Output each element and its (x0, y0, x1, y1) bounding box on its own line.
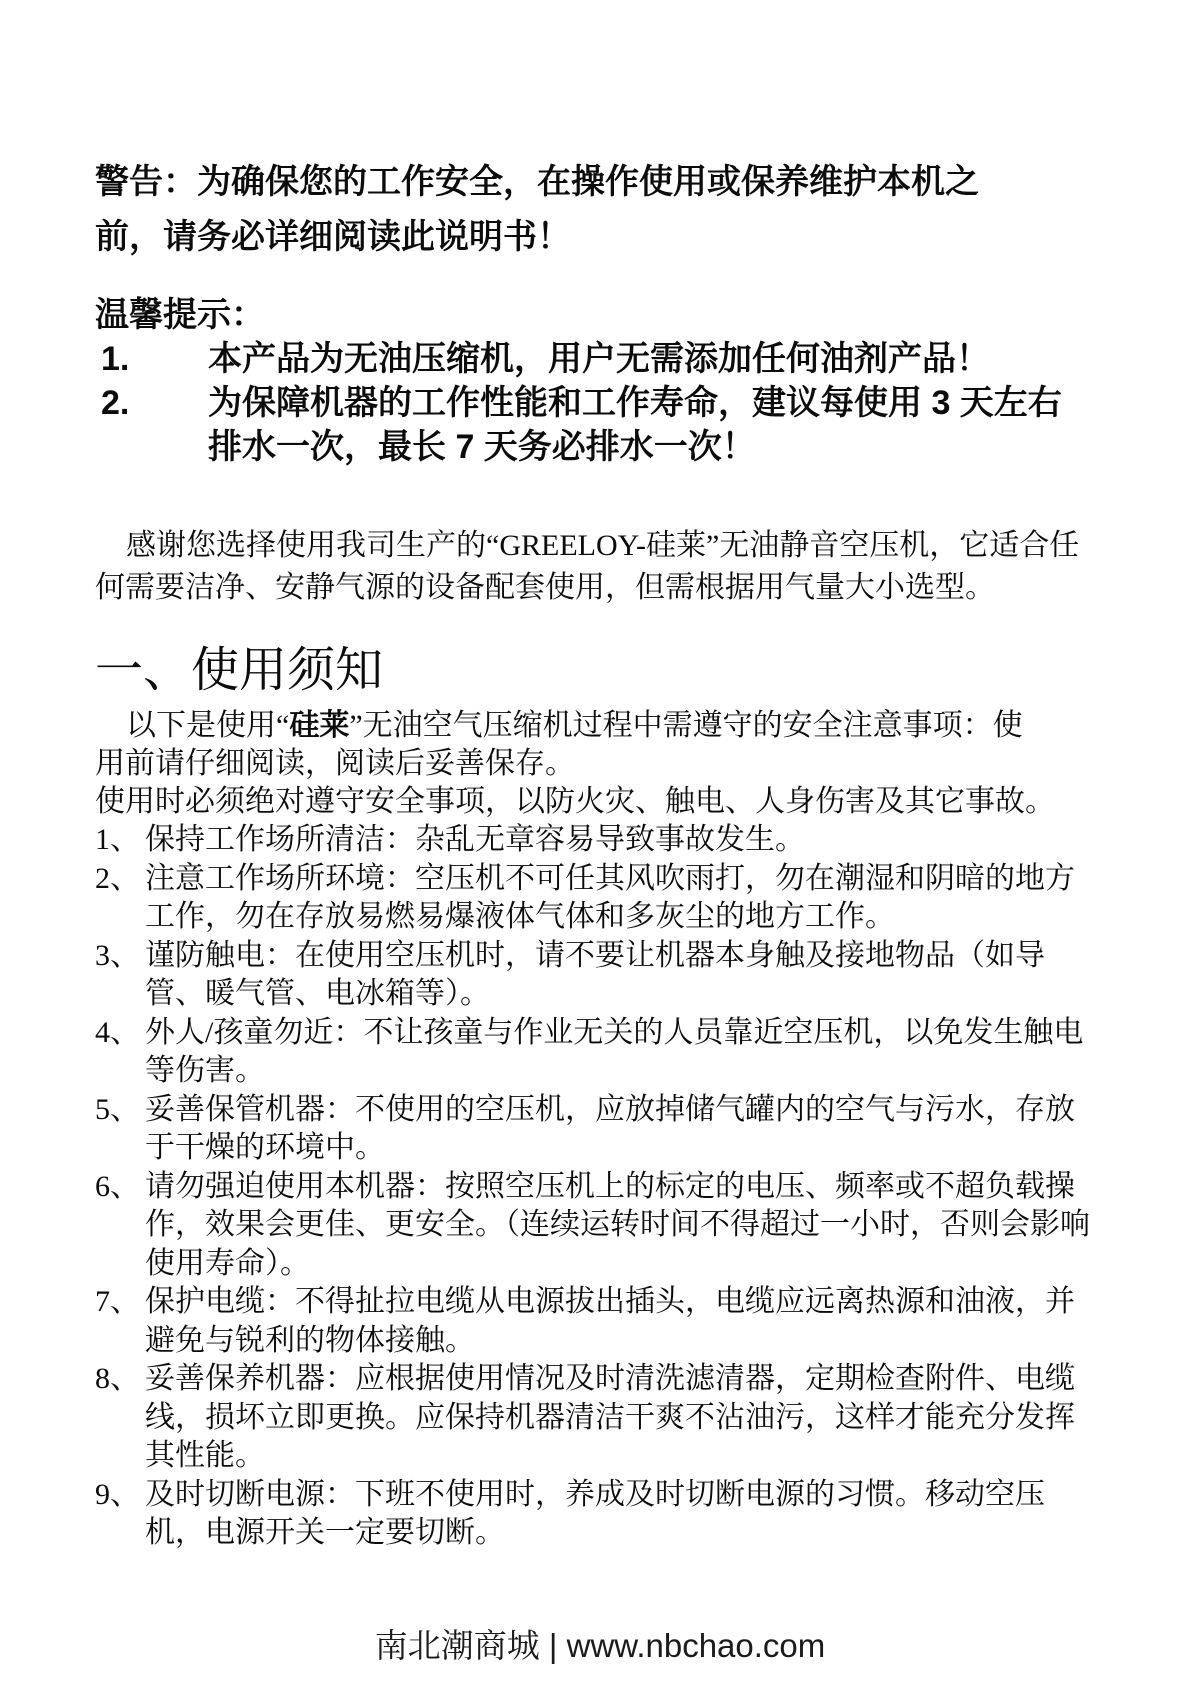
warning-paragraph (95, 155, 1040, 265)
intro-paragraph: 感谢您选择使用我司生产的“GREELOY-硅莱”无油静音空压机，它适合任何需要洁净、安静气源的设备配套使用，但需根据用气量大小选型。 (95, 529, 1080, 604)
safety-item-number: 7、 (95, 1285, 140, 1318)
brand-name: 硅莱 (289, 709, 350, 742)
tips-title: 温馨提示： (95, 296, 265, 334)
tip-item (95, 337, 1073, 381)
section-heading: 一、使用须知 (95, 644, 384, 697)
safety-item (95, 937, 1095, 1014)
safety-list (95, 821, 1105, 1553)
safety-item-number: 4、 (95, 1015, 140, 1049)
safety-item-number: 3、 (95, 938, 140, 972)
lead-suffix: ”无油空气压缩机过程中需遵守的安全注意事项：使用前请仔细阅读，阅读后妥善保存。 (95, 709, 1023, 780)
safety-item-text: 妥善保养机器：应根据使用情况及时清洗滤清器，定期检查附件、电缆线，损坏立即更换。应保持机器清洁干爽不沾油污，这样才能充分发挥其性能。 (145, 1362, 1075, 1472)
safety-item (95, 1476, 1095, 1553)
warning-text: 为确保您的工作安全，在操作使用或保养维护本机之前，请务必详细阅读此说明书！ (95, 163, 979, 256)
section-note: 使用时必须绝对遵守安全事项，以防火灾、触电、人身伤害及其它事故。 (95, 785, 1055, 818)
safety-item (95, 1360, 1095, 1476)
tip-item (95, 381, 1073, 469)
warning-label: 警告： (95, 163, 197, 201)
tip-item-text: 本产品为无油压缩机，用户无需添加任何油剂产品！ (208, 340, 990, 378)
page-footer: 南北潮商城 | www.nbchao.com (374, 1627, 826, 1664)
safety-item (95, 1014, 1095, 1091)
safety-item (95, 821, 1095, 860)
safety-item (95, 1091, 1095, 1168)
safety-item-number: 6、 (95, 1169, 140, 1203)
safety-item (95, 1283, 1095, 1360)
safety-item-text: 保护电缆：不得扯拉电缆从电源拔出插头，电缆应远离热源和油液，并避免与锐利的物体接触。 (145, 1285, 1075, 1357)
section-lead-paragraph (95, 707, 1035, 783)
lead-prefix: 以下是使用“ (126, 709, 290, 742)
safety-item-number: 9、 (95, 1477, 140, 1511)
safety-item-text: 谨防触电：在使用空压机时，请不要让机器本身触及接地物品（如导管、暖气管、电冰箱等）。 (145, 938, 1045, 1010)
tip-item-number: 1. (101, 340, 130, 378)
safety-item-text: 请勿强迫使用本机器：按照空压机上的标定的电压、频率或不超负载操作，效果会更佳、更安全。（连续运转时间不得超过一小时，否则会影响使用寿命）。 (145, 1169, 1090, 1280)
safety-item-number: 8、 (95, 1362, 140, 1395)
safety-item (95, 860, 1095, 937)
tips-list (95, 337, 1105, 469)
safety-item (95, 1168, 1095, 1284)
safety-item-number: 1、 (95, 823, 140, 856)
tip-item-number: 2. (101, 384, 130, 422)
safety-item-text: 及时切断电源：下班不使用时，养成及时切断电源的习惯。移动空压机，电源开关一定要切断。 (145, 1477, 1045, 1549)
tip-item-text: 为保障机器的工作性能和工作寿命，建议每使用 3 天左右排水一次，最长 7 天务必排水一次！ (208, 384, 1062, 466)
safety-item-text: 注意工作场所环境：空压机不可任其风吹雨打，勿在潮湿和阴暗的地方工作，勿在存放易燃易爆液体气体和多灰尘的地方工作。 (145, 861, 1075, 933)
safety-item-number: 2、 (95, 861, 140, 895)
safety-item-text: 妥善保管机器：不使用的空压机，应放掉储气罐内的空气与污水，存放于干燥的环境中。 (145, 1092, 1075, 1164)
safety-item-text: 外人/孩童勿近：不让孩童与作业无关的人员靠近空压机，以免发生触电等伤害。 (145, 1015, 1084, 1087)
safety-item-number: 5、 (95, 1092, 140, 1126)
safety-item-text: 保持工作场所清洁：杂乱无章容易导致事故发生。 (145, 823, 805, 856)
